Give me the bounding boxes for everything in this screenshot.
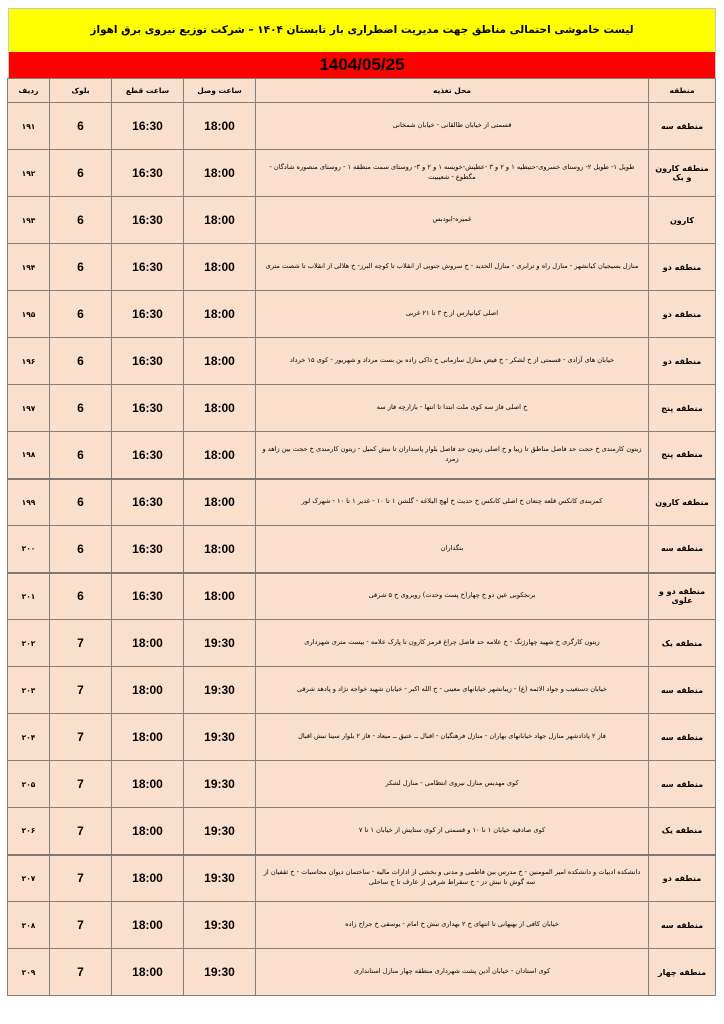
- cell-radif: ۲۰۲: [8, 620, 50, 667]
- cell-radif: ۱۹۲: [8, 150, 50, 197]
- header-row: [8, 79, 716, 103]
- cell-cut-time: 18:00: [112, 667, 184, 714]
- column-header-block: بلوک: [50, 79, 112, 103]
- cell-place: بنگداران: [256, 526, 649, 573]
- cell-connect-time: 18:00: [184, 197, 256, 244]
- table-row: [8, 949, 716, 996]
- cell-cut-time: 16:30: [112, 573, 184, 620]
- table-row: [8, 244, 716, 291]
- cell-connect-time: 19:30: [184, 620, 256, 667]
- cell-connect-time: 18:00: [184, 573, 256, 620]
- cell-zone: منطقه پنج: [649, 385, 716, 432]
- table-row: [8, 197, 716, 244]
- cell-connect-time: 19:30: [184, 667, 256, 714]
- cell-place: کوی استادان - خیابان آذین پشت شهرداری منطقه چهار منازل استانداری: [256, 949, 649, 996]
- cell-place: کمربندی کانکس قلعه چنعان خ اصلی کانکس خ حدیث خ لهج البلاغه - گلشن ۱ تا ۱۰ - غدیر ۱ تا ۱۰ - شهرک لور: [256, 479, 649, 526]
- cell-cut-time: 18:00: [112, 620, 184, 667]
- cell-cut-time: 16:30: [112, 479, 184, 526]
- table-row: [8, 808, 716, 855]
- cell-block: 7: [50, 620, 112, 667]
- cell-connect-time: 18:00: [184, 526, 256, 573]
- cell-block: 7: [50, 949, 112, 996]
- table-row: [8, 526, 716, 573]
- cell-connect-time: 18:00: [184, 291, 256, 338]
- outage-table: [7, 78, 716, 996]
- cell-place: زیتون کارگری خ شهید چهارژنگ - خ علامه حد فاصل چراغ قرمز کارون تا پارک علامه - بیست متری شهرداری: [256, 620, 649, 667]
- cell-place: غمیره-ابودبس: [256, 197, 649, 244]
- cell-block: 6: [50, 573, 112, 620]
- cell-place: اصلی کیانپارس از خ ۳ تا ۲۱ غربی: [256, 291, 649, 338]
- table-body: [8, 103, 716, 996]
- cell-block: 7: [50, 808, 112, 855]
- cell-cut-time: 16:30: [112, 197, 184, 244]
- cell-block: 6: [50, 432, 112, 479]
- cell-radif: ۱۹۴: [8, 244, 50, 291]
- cell-block: 6: [50, 103, 112, 150]
- cell-zone: منطقه دو: [649, 855, 716, 902]
- column-header-zone: منطقه: [649, 79, 716, 103]
- cell-radif: ۲۰۸: [8, 902, 50, 949]
- column-header-connect-time: ساعت وصل: [184, 79, 256, 103]
- table-row: [8, 714, 716, 761]
- cell-connect-time: 19:30: [184, 902, 256, 949]
- cell-connect-time: 19:30: [184, 761, 256, 808]
- cell-zone: منطقه چهار: [649, 949, 716, 996]
- cell-block: 6: [50, 150, 112, 197]
- cell-connect-time: 18:00: [184, 432, 256, 479]
- cell-block: 7: [50, 761, 112, 808]
- cell-connect-time: 19:30: [184, 808, 256, 855]
- table-row: [8, 855, 716, 902]
- cell-radif: ۲۰۱: [8, 573, 50, 620]
- title-banner: [8, 8, 716, 52]
- cell-zone: منطقه دو و علوی: [649, 573, 716, 620]
- cell-cut-time: 18:00: [112, 714, 184, 761]
- cell-radif: ۲۰۳: [8, 667, 50, 714]
- cell-cut-time: 16:30: [112, 150, 184, 197]
- schedule-sheet: [8, 8, 716, 996]
- cell-place: قسمتی از خیابان طالقانی - خیابان شمخانی: [256, 103, 649, 150]
- cell-cut-time: 16:30: [112, 338, 184, 385]
- schedule-date: 1404/05/25: [319, 55, 405, 74]
- cell-cut-time: 16:30: [112, 432, 184, 479]
- cell-zone: منطقه سه: [649, 103, 716, 150]
- cell-connect-time: 18:00: [184, 385, 256, 432]
- cell-block: 7: [50, 667, 112, 714]
- cell-radif: ۱۹۶: [8, 338, 50, 385]
- cell-place: کوی مهدیس منازل نیروی انتظامی - منازل لشکر: [256, 761, 649, 808]
- cell-zone: کارون: [649, 197, 716, 244]
- cell-cut-time: 16:30: [112, 385, 184, 432]
- cell-radif: ۱۹۱: [8, 103, 50, 150]
- cell-place: برنجکوبی عین دو خ چهار(خ پست وحدت) روبروی خ ۵ شرقی: [256, 573, 649, 620]
- cell-cut-time: 18:00: [112, 949, 184, 996]
- cell-place: فاز ۲ پادادشهر منازل جهاد خیابانهای بهاران - منازل فرهنگیان - اقبال ــ عتیق ــ میعاد - فاز ۲ بلوار سینا نبش اقبال: [256, 714, 649, 761]
- cell-radif: ۲۰۵: [8, 761, 50, 808]
- cell-place: زیتون کارمندی خ حجت حد فاصل مناطق تا زیبا و خ اصلی زیتون حد فاصل بلوار پاسداران تا نبش کمیل - زیتون کارمندی خ حجت بین زاهد و زمرد: [256, 432, 649, 479]
- column-header-place: محل تغذیه: [256, 79, 649, 103]
- cell-block: 6: [50, 338, 112, 385]
- cell-place: خیابان های آزادی - قسمتی از خ لشکر - خ فیض منازل سازمانی خ ذاکی زاده بن بست مرداد و شهریور - کوی ۱۵ خرداد: [256, 338, 649, 385]
- table-row: [8, 338, 716, 385]
- cell-radif: ۱۹۷: [8, 385, 50, 432]
- cell-block: 6: [50, 291, 112, 338]
- table-row: [8, 573, 716, 620]
- table-row: [8, 667, 716, 714]
- table-row: [8, 620, 716, 667]
- cell-place: منازل بسیجیان کیانشهر - منازل راه و ترابری - منازل الحدید - خ سروش جنوبی از انقلاب تا کوچه البرز- خ هلالی از انقلاب تا شصت متری: [256, 244, 649, 291]
- cell-radif: ۲۰۶: [8, 808, 50, 855]
- cell-zone: منطقه سه: [649, 526, 716, 573]
- cell-zone: منطقه یک: [649, 808, 716, 855]
- cell-zone: منطقه دو: [649, 291, 716, 338]
- cell-connect-time: 18:00: [184, 150, 256, 197]
- cell-radif: ۲۰۷: [8, 855, 50, 902]
- cell-radif: ۱۹۹: [8, 479, 50, 526]
- cell-zone: منطقه یک: [649, 620, 716, 667]
- table-row: [8, 385, 716, 432]
- cell-radif: ۲۰۴: [8, 714, 50, 761]
- cell-zone: منطقه سه: [649, 667, 716, 714]
- cell-cut-time: 16:30: [112, 244, 184, 291]
- cell-block: 6: [50, 479, 112, 526]
- cell-connect-time: 18:00: [184, 479, 256, 526]
- table-row: [8, 150, 716, 197]
- cell-zone: منطقه سه: [649, 761, 716, 808]
- cell-radif: ۱۹۵: [8, 291, 50, 338]
- cell-zone: منطقه پنج: [649, 432, 716, 479]
- cell-cut-time: 16:30: [112, 291, 184, 338]
- cell-radif: ۱۹۳: [8, 197, 50, 244]
- cell-block: 7: [50, 855, 112, 902]
- cell-radif: ۲۰۹: [8, 949, 50, 996]
- cell-block: 7: [50, 714, 112, 761]
- cell-block: 6: [50, 526, 112, 573]
- cell-connect-time: 19:30: [184, 714, 256, 761]
- cell-zone: منطقه سه: [649, 902, 716, 949]
- cell-connect-time: 18:00: [184, 103, 256, 150]
- cell-place: خ اصلی فاز سه کوی ملت ابتدا تا انتها - بازارچه فاز سه: [256, 385, 649, 432]
- cell-zone: منطقه کارون و یک: [649, 150, 716, 197]
- cell-cut-time: 16:30: [112, 526, 184, 573]
- cell-cut-time: 18:00: [112, 855, 184, 902]
- page-title: لیست خاموشی احتمالی مناطق جهت مدیریت اضطراری بار تابستان ۱۴۰۴ – شرکت توزیع نیروی برق اهواز: [90, 24, 634, 37]
- cell-block: 6: [50, 197, 112, 244]
- cell-zone: منطقه دو: [649, 338, 716, 385]
- column-header-cut-time: ساعت قطع: [112, 79, 184, 103]
- table-row: [8, 103, 716, 150]
- cell-connect-time: 18:00: [184, 338, 256, 385]
- cell-place: طویل ۱- طویل ۲- روستای خسروی-حنیطیه ۱ و ۲ و ۳ -عطیش-خویسه ۱ و ۲ و ۳- روستای سمت منطقه ۱ - روستای منصوره شادگان - مگطوع - شعیبیت: [256, 150, 649, 197]
- cell-cut-time: 16:30: [112, 103, 184, 150]
- cell-place: خیابان دستغیب و جواد الائمه (ع) - زیبانشهر خیابانهای معینی - خ الله اکبر - خیابان شهید خواجه نژاد و پادهد شرقی: [256, 667, 649, 714]
- cell-zone: منطقه دو: [649, 244, 716, 291]
- cell-cut-time: 18:00: [112, 902, 184, 949]
- table-header: [8, 79, 716, 103]
- table-row: [8, 902, 716, 949]
- cell-block: 6: [50, 385, 112, 432]
- cell-radif: ۲۰۰: [8, 526, 50, 573]
- cell-zone: منطقه کارون: [649, 479, 716, 526]
- cell-connect-time: 19:30: [184, 855, 256, 902]
- cell-connect-time: 18:00: [184, 244, 256, 291]
- table-row: [8, 479, 716, 526]
- cell-cut-time: 18:00: [112, 761, 184, 808]
- cell-place: دانشکده ادبیات و دانشکده امیر المومنین - خ مدرس بین فاطمی و مدنی و بخشی از ادارات مالیه - ساختمان دیوان محاسبات - خ ثقفیان از سه گوش تا نبش دز - خ سقراط شرقی از عارف تا ج ساحلی: [256, 855, 649, 902]
- cell-block: 6: [50, 244, 112, 291]
- date-banner: [8, 52, 716, 78]
- table-row: [8, 432, 716, 479]
- cell-block: 7: [50, 902, 112, 949]
- column-header-radif: ردیف: [8, 79, 50, 103]
- cell-place: کوی صادقیه خیابان ۱ تا ۱۰ و قسمتی از کوی ستایش از خیابان ۱ تا ۷: [256, 808, 649, 855]
- cell-zone: منطقه سه: [649, 714, 716, 761]
- cell-place: خیابان کافی از بهبهانی تا انتهای خ ۲ بهداری نبش خ امام - یوسفی خ جراح زاده: [256, 902, 649, 949]
- cell-radif: ۱۹۸: [8, 432, 50, 479]
- table-row: [8, 291, 716, 338]
- cell-connect-time: 19:30: [184, 949, 256, 996]
- cell-cut-time: 18:00: [112, 808, 184, 855]
- table-row: [8, 761, 716, 808]
